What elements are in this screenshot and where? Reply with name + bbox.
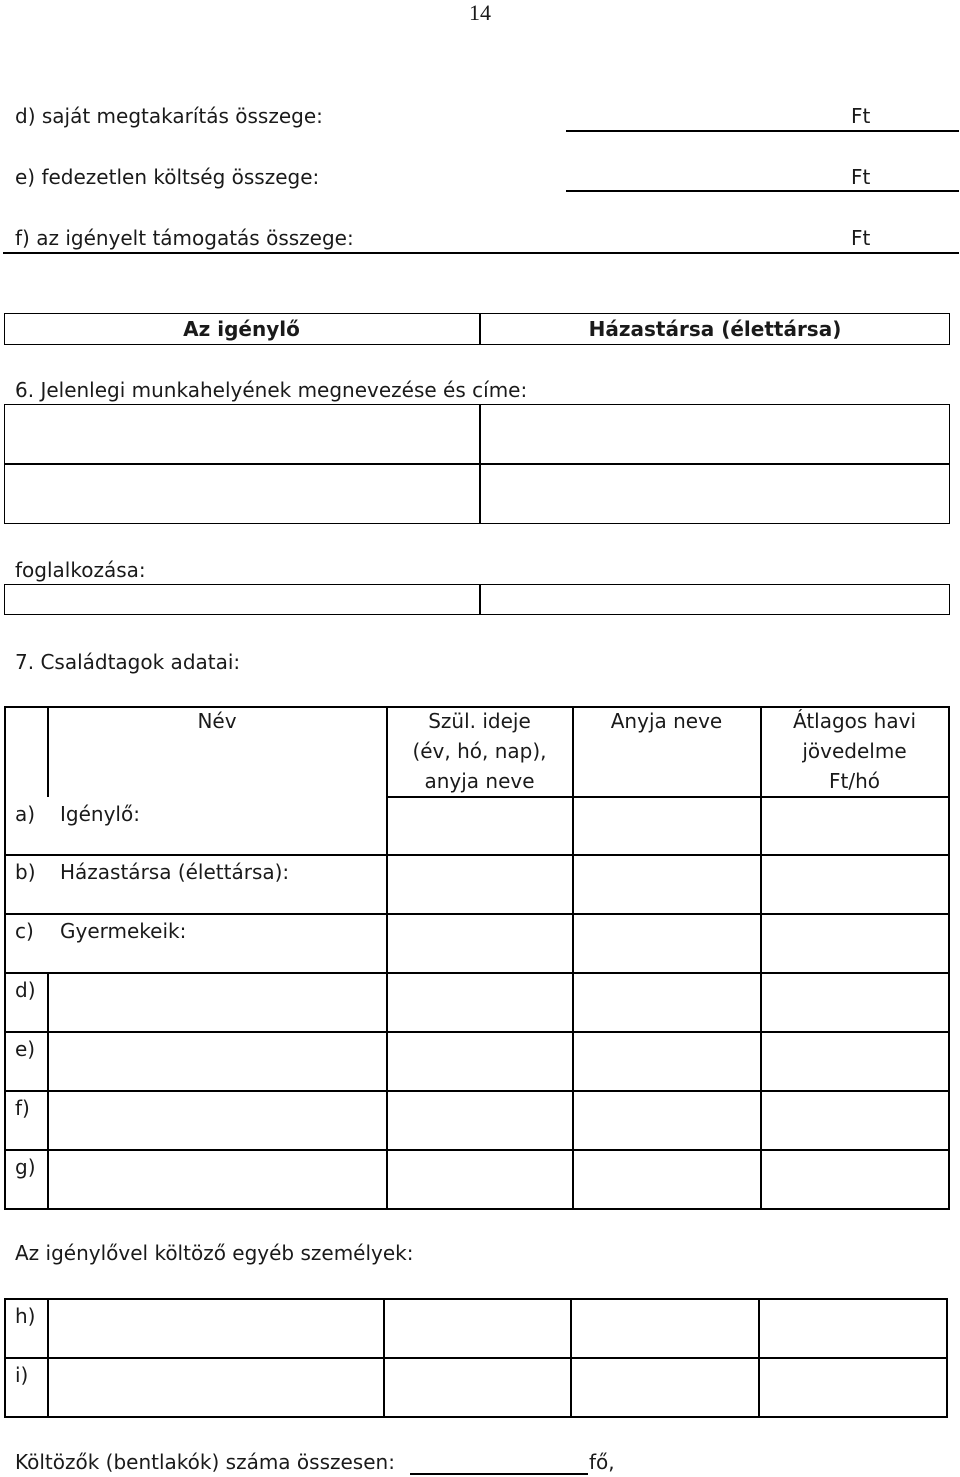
requested-support-underline [3,252,959,254]
col-header-birth-line2: (év, hó, nap), [412,739,547,763]
spouse-header: Házastársa (élettársa) [588,317,842,341]
child-e-name-field[interactable] [49,1033,385,1089]
savings-field[interactable] [566,100,959,130]
requested-support-unit: Ft [851,226,871,250]
spouse-workplace-address-field[interactable] [481,465,948,522]
savings-underline [566,130,959,132]
child-f-name-field[interactable] [49,1092,385,1148]
family-row-label-b: Házastársa (élettársa): [60,860,290,884]
requested-support-field[interactable] [566,222,959,252]
savings-label: d) saját megtakarítás összege: [15,104,323,128]
total-unit: fő, [589,1450,615,1474]
family-row-letter-a: a) [15,802,36,826]
col-header-birth-line1: Szül. ideje [428,709,531,733]
family-row-label-a: Igénylő: [60,802,140,826]
family-row-letter-d: d) [15,978,36,1002]
uncovered-cost-field[interactable] [566,160,959,190]
spouse-mother-field[interactable] [574,856,759,912]
uncovered-cost-label: e) fedezetlen költség összege: [15,165,320,189]
spouse-workplace-name-field[interactable] [481,406,948,462]
movers-col-divider-1 [383,1298,385,1417]
requested-support-label: f) az igényelt támogatás összege: [15,226,354,250]
applicant-header: Az igénylő [183,317,300,341]
family-row-letter-f: f) [15,1096,30,1120]
mover-i-name-field[interactable] [49,1359,382,1415]
spouse-income-field[interactable] [762,856,947,912]
applicant-mother-field[interactable] [574,798,759,853]
uncovered-cost-underline [566,190,959,192]
col-header-name: Név [197,709,237,733]
family-row-letter-e: e) [15,1037,36,1061]
movers-row-letter-i: i) [15,1363,29,1387]
uncovered-cost-unit: Ft [851,165,871,189]
movers-col-divider-2 [570,1298,572,1417]
workplace-label: 6. Jelenlegi munkahelyének megnevezése és címe: [15,378,528,402]
mover-h-name-field[interactable] [49,1300,382,1356]
applicant-income-field[interactable] [762,798,947,853]
savings-unit: Ft [851,104,871,128]
family-right-border [948,706,950,1208]
total-label: Költözők (bentlakók) száma összesen: [15,1450,395,1474]
family-col-divider-2 [572,706,574,1208]
applicant-workplace-address-field[interactable] [6,465,478,522]
movers-row-letter-h: h) [15,1304,36,1328]
applicant-workplace-name-field[interactable] [6,406,478,462]
movers-left-border [4,1298,6,1417]
family-row-label-c: Gyermekeik: [60,919,187,943]
spouse-birth-field[interactable] [388,856,571,912]
movers-col-divider-3 [758,1298,760,1417]
col-header-birth-line3: anyja neve [424,769,535,793]
total-count-field[interactable] [410,1448,588,1474]
page-number: 14 [469,0,491,25]
family-row-line-7 [4,1208,950,1210]
applicant-birth-field[interactable] [388,798,571,853]
child-d-name-field[interactable] [49,974,385,1030]
col-header-income-line1: Átlagos havi [792,709,917,733]
family-left-border [4,706,6,1208]
occupation-label: foglalkozása: [15,558,146,582]
spouse-occupation-field[interactable] [481,586,948,613]
family-row-letter-c: c) [15,919,34,943]
family-label: 7. Családtagok adatai: [15,650,241,674]
family-row-line-2 [4,913,950,915]
col-header-income-line3: Ft/hó [829,769,880,793]
total-underline [410,1473,588,1475]
child-g-name-field[interactable] [49,1151,385,1207]
col-header-mother: Anyja neve [610,709,723,733]
movers-bottom-border [4,1416,948,1418]
col-header-income-line2: jövedelme [802,739,907,763]
applicant-occupation-field[interactable] [6,586,478,613]
movers-label: Az igénylővel költöző egyéb személyek: [15,1241,414,1265]
family-row-letter-b: b) [15,860,36,884]
family-row-letter-g: g) [15,1155,36,1179]
movers-right-border [946,1298,948,1417]
